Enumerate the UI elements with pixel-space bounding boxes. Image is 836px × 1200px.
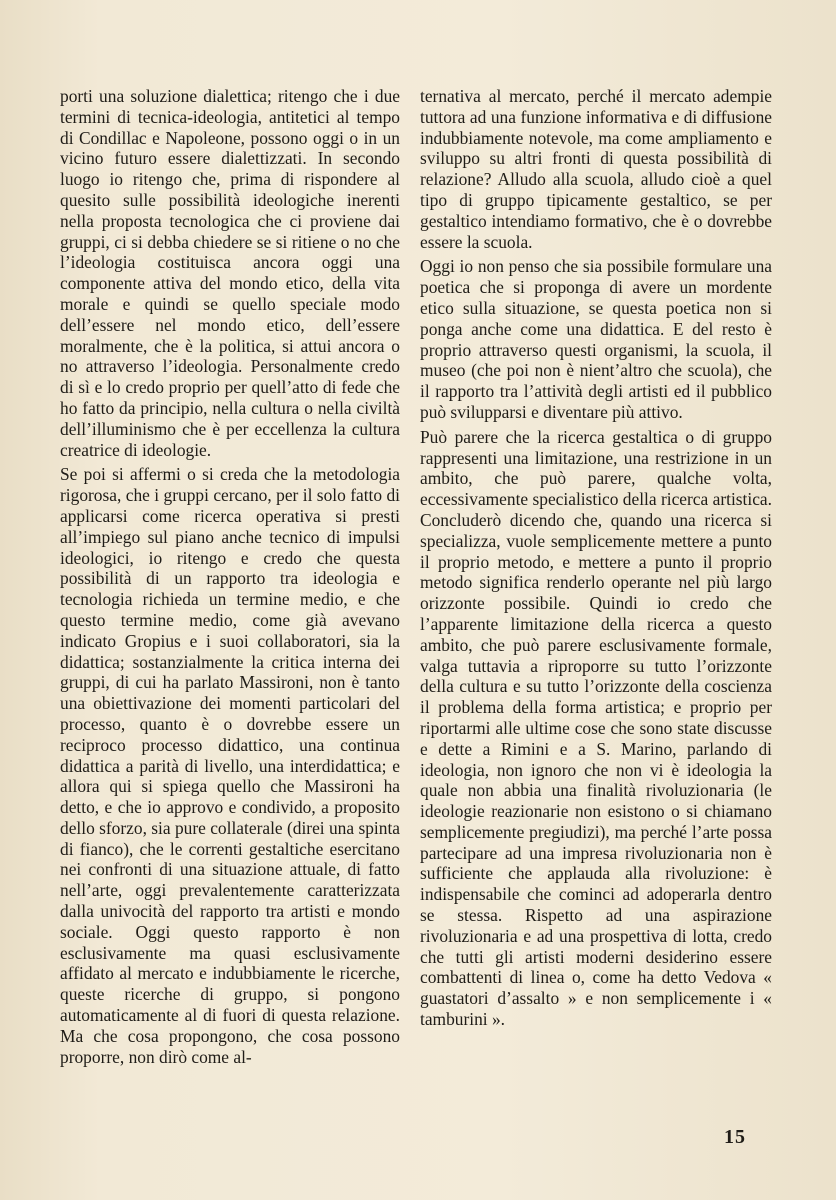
paragraph: Se poi si affermi o si creda che la metodologia rigorosa, che i gruppi cercano, per il solo fatto di applicarsi come ricerca operativa si presti all’impiego sul piano anche tecnico di impulsi ideologici, io ritengo e credo che questa possibilità di un rapporto tra ideologia e tecnologia richieda un termine medio, e che questo termine medio, come già avevano indicato Gropius e i suoi collaboratori, sia la didattica; sostanzialmente la critica interna dei gruppi, di cui ha parlato Massironi, non è tanto una obiettivazione dei momenti particolari del processo, quanto è o dovrebbe essere un reciproco processo didattico, una continua didattica a parità di livello, una interdidattica; e allora qui si spiega quello che Massironi ha detto, e che io approvo e condivido, a proposito dello sforzo, sia pure collaterale (direi una spinta di fianco), che le correnti gestaltiche esercitano nei confronti di una situazione attuale, di fatto nell’arte, oggi prevalentemente caratterizzata dalla univocità del rapporto tra artisti e mondo sociale. Oggi questo rapporto è non esclusivamente ma quasi esclusivamente affidato al mercato e indubbiamente le ricerche, queste ricerche di gruppo, si pongono automaticamente al di fuori di questa relazione. Ma che cosa propongono, che cosa possono proporre, non dirò come al- — [60, 464, 400, 1067]
paragraph: Può parere che la ricerca gestaltica o di gruppo rappresenti una limitazione, una restrizione in un ambito, che può parere, qualche volta, eccessivamente specialistico della ricerca artistica. Concluderò dicendo che, quando una ricerca si specializza, vuole semplicemente mettere a punto il proprio metodo, e mettere a punto il proprio metodo significa renderlo operante nel più largo orizzonte possibile. Quindi io credo che l’apparente limitazione della ricerca a questo ambito, che può parere esclusivamente formale, valga tuttavia a riproporre su tutto l’orizzonte della cultura e su tutto l’orizzonte della coscienza il problema della forma artistica; e proprio per riportarmi alle ultime cose che sono state discusse e dette a Rimini e a S. Marino, parlando di ideologia, non ignoro che non vi è ideologia la quale non abbia una finalità rivoluzionaria (le ideologie reazionarie non esistono o si chiamano semplicemente pregiudizi), ma perché l’arte possa partecipare ad una impresa rivoluzionaria non è sufficiente che applauda alla rivoluzione: è indispensabile che cominci ad adoperarla dentro se stessa. Rispetto ad una aspirazione rivoluzionaria e ad una prospettiva di lotta, credo che tutti gli artisti moderni desiderino essere combattenti di linea o, come ha detto Vedova « guastatori d’assalto » e non semplicemente i « tamburini ». — [420, 426, 772, 1030]
text-column-left — [60, 86, 400, 1071]
paragraph: Oggi io non penso che sia possibile formulare una poetica che si proponga di avere un mordente etico sulla situazione, se questa poetica non si ponga anche come una didattica. E del resto è proprio attraverso questi organismi, la scuola, il museo (che poi non è nient’altro che scuola), che il rapporto tra l’attività degli artisti ed il pubblico può svilupparsi e diventare più attivo. — [420, 256, 772, 422]
text-column-right — [420, 86, 772, 1034]
paragraph: porti una soluzione dialettica; ritengo che i due termini di tecnica-ideologia, antitetici al tempo di Condillac e Napoleone, possono oggi o in un vicino futuro essere dialettizzati. In secondo luogo io ritengo che, prima di rispondere al quesito sulle possibilità ideologiche inerenti nella proposta tecnologica che ci proviene dai gruppi, ci si debba chiedere se si ritiene o no che l’ideologia costituisca ancora oggi una componente attiva del mondo etico, della vita morale e quindi se quello speciale modo dell’essere nel mondo etico, dell’essere moralmente, che è la politica, si attui ancora o no attraverso l’ideologia. Personalmente credo di sì e lo credo proprio per quell’atto di fede che ho fatto da principio, nella cultura o nella civiltà dell’illuminismo che è per eccellenza la cultura creatrice di ideologie. — [60, 86, 400, 460]
paragraph: ternativa al mercato, perché il mercato adempie tuttora ad una funzione informativa e di diffusione indubbiamente notevole, ma come ampliamento e sviluppo su altri fronti di questa possibilità di relazione? Alludo alla scuola, alludo cioè a quel tipo di gruppo tipicamente gestaltico, se per gestaltico intendiamo formativo, che è o dovrebbe essere la scuola. — [420, 86, 772, 252]
page-number: 15 — [724, 1126, 746, 1148]
